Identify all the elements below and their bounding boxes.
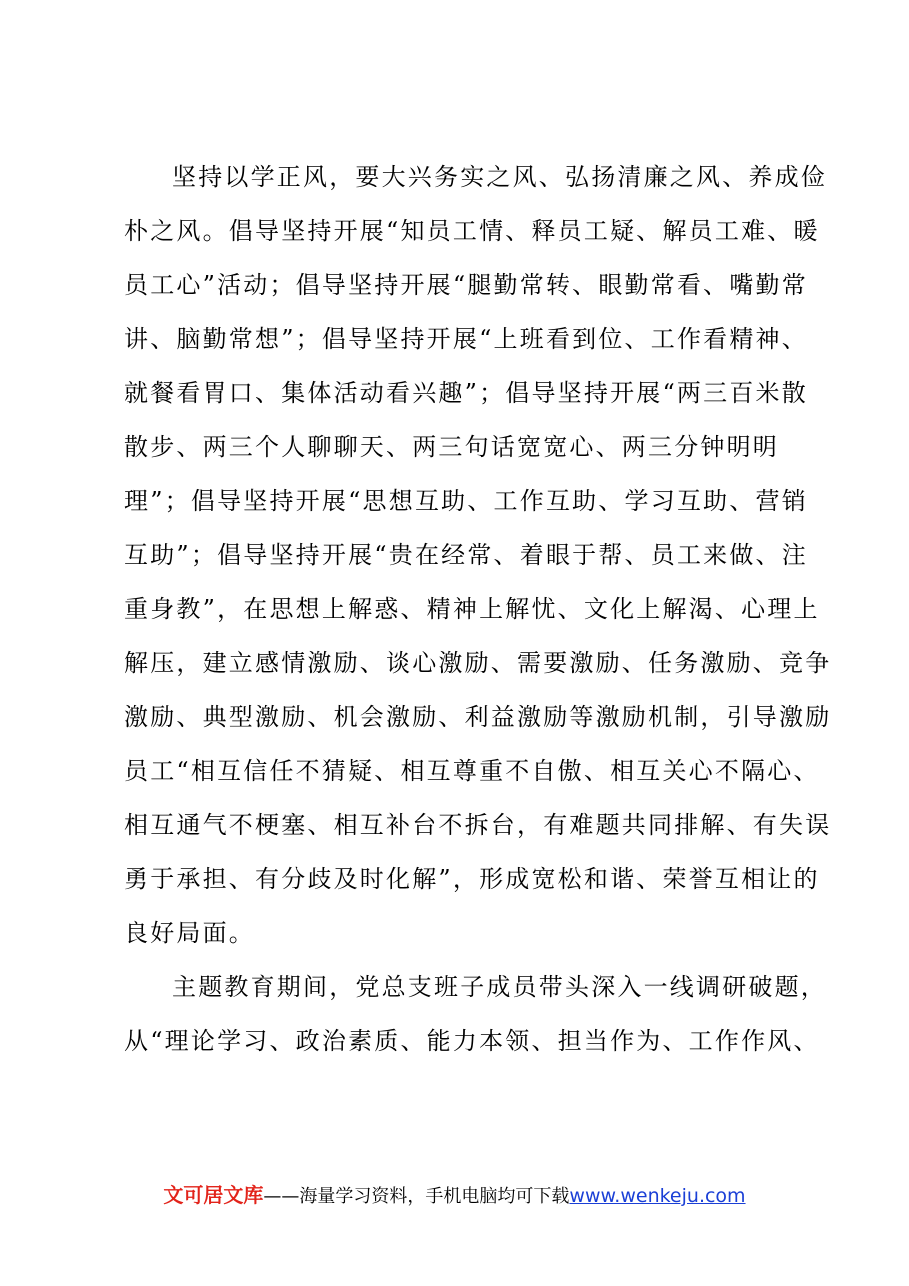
paragraph-1-line-5: 就餐看胃口、集体活动看兴趣”；倡导坚持开展“两三百米散 — [124, 379, 808, 407]
paragraph-2-line-1: 主题教育期间，党总支班子成员带头深入一线调研破题， — [172, 973, 827, 1001]
paragraph-1-line-3: 员工心”活动；倡导坚持开展“腿勤常转、眼勤常看、嘴勤常 — [124, 271, 808, 299]
paragraph-1-line-10: 解压，建立感情激励、谈心激励、需要激励、任务激励、竞争 — [124, 649, 832, 677]
paragraph-1-line-15: 良好局面。 — [124, 919, 255, 947]
paragraph-2-line-2: 从“理论学习、政治素质、能力本领、担当作为、工作作风、 — [124, 1027, 820, 1055]
footer-link[interactable]: www.wenkeju.com — [569, 1185, 746, 1207]
paragraph-1-line-8: 互助”；倡导坚持开展“贵在经常、着眼于帮、员工来做、注 — [124, 541, 808, 569]
paragraph-1-line-1: 坚持以学正风，要大兴务实之风、弘扬清廉之风、养成俭 — [172, 163, 827, 191]
paragraph-1-line-14: 勇于承担、有分歧及时化解”，形成宽松和谐、荣誉互相让的 — [124, 865, 820, 893]
paragraph-1-line-12: 员工“相互信任不猜疑、相互尊重不自傲、相互关心不隔心、 — [124, 757, 820, 785]
paragraph-1-line-6: 散步、两三个人聊聊天、两三句话宽宽心、两三分钟明明 — [124, 433, 779, 461]
paragraph-1-line-7: 理”；倡导坚持开展“思想互助、工作互助、学习互助、营销 — [124, 487, 808, 515]
paragraph-1-line-2: 朴之风。倡导坚持开展“知员工情、释员工疑、解员工难、暖 — [124, 217, 820, 245]
paragraph-1-line-11: 激励、典型激励、机会激励、利益激励等激励机制，引导激励 — [124, 703, 832, 731]
paragraph-1-line-9: 重身教”，在思想上解惑、精神上解忧、文化上解渴、心理上 — [124, 595, 820, 623]
footer-brand: 文可居文库 — [163, 1183, 264, 1207]
footer-tagline: ——海量学习资料，手机电脑均可下载 — [263, 1186, 570, 1207]
paragraph-1-line-13: 相互通气不梗塞、相互补台不拆台，有难题共同排解、有失误 — [124, 811, 832, 839]
footer — [0, 1180, 909, 1212]
paragraph-1-line-4: 讲、脑勤常想”；倡导坚持开展“上班看到位、工作看精神、 — [124, 325, 808, 353]
